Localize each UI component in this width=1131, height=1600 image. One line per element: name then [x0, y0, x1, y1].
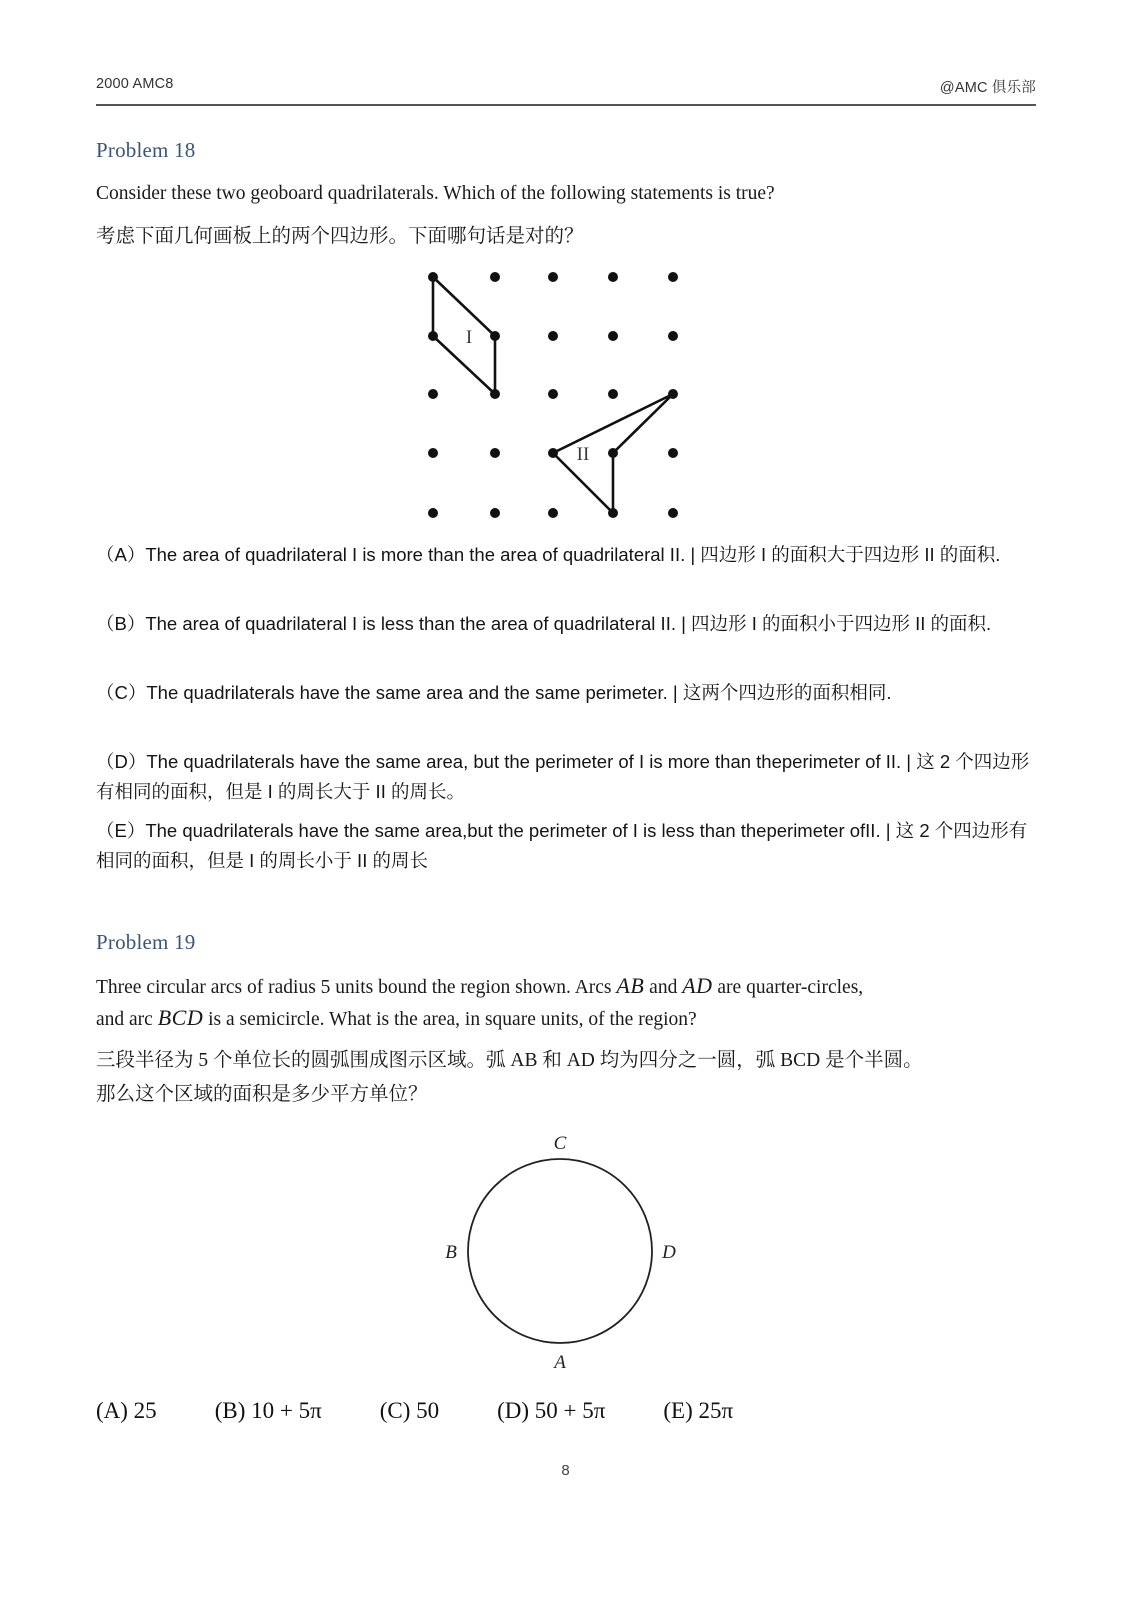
- problem-19-choice-e[interactable]: (E) 25π: [663, 1398, 734, 1423]
- p19-q-text-3: are quarter-circles,: [712, 977, 864, 998]
- p19-arc-ad: AD: [682, 973, 713, 998]
- arc-ab-quarter-circle: [468, 1251, 560, 1343]
- p19-arc-ab: AB: [616, 973, 645, 998]
- arc-bcd-semicircle: [468, 1159, 652, 1251]
- geoboard-svg: [410, 255, 710, 535]
- problem-19-choice-a[interactable]: (A) 25: [96, 1398, 157, 1423]
- point-d-label: D: [662, 1242, 676, 1263]
- p19-q-line2-text-2: is a semicircle. What is the area, in square units, of the region?: [203, 1009, 697, 1030]
- problem-19-question-en: [96, 971, 1036, 1035]
- problem-18-question-en: Consider these two geoboard quadrilaterals. Which of the following statements is true?: [96, 183, 775, 204]
- quadrilateral-II-label: II: [576, 444, 590, 465]
- problem-18-choice-c[interactable]: （C）The quadrilaterals have the same area and the same perimeter. | 这两个四边形的面积相同.: [96, 682, 892, 703]
- header-divider: [96, 104, 1036, 106]
- problem-18-question-cn: 考虑下面几何画板上的两个四边形。下面哪句话是对的？: [96, 226, 584, 247]
- header-left-text: 2000 AMC8: [96, 76, 174, 92]
- p19-q-line2-text-1: and arc: [96, 1009, 158, 1030]
- problem-19-choice-c[interactable]: (C) 50: [379, 1398, 440, 1423]
- header-right-text: @AMC 俱乐部: [939, 80, 1036, 96]
- page-header: [96, 76, 1036, 106]
- problem-18-choice-e[interactable]: （E）The quadrilaterals have the same area,but the perimeter of I is less than theperimeter ofII. | 这 2 个四边形有相同的面积，但是 I 的周长小于 II 的周长: [96, 820, 1028, 871]
- three-arcs-svg: [420, 1125, 710, 1375]
- problem-19-question-cn-line1: 三段半径为 5 个单位长的圆弧围成图示区域。弧 AB 和 AD 均为四分之一圆，弧 BCD 是个半圆。: [96, 1050, 923, 1071]
- p19-q-text-2: and: [644, 977, 683, 998]
- problem-19-choices: [96, 1398, 1036, 1424]
- problem-19-choice-d[interactable]: (D) 50 + 5π: [497, 1398, 606, 1423]
- problem-19-choice-b[interactable]: (B) 10 + 5π: [214, 1398, 322, 1423]
- point-a-label: A: [554, 1352, 566, 1373]
- p19-arc-bcd: BCD: [157, 1005, 204, 1030]
- quadrilateral-II-shape: [553, 394, 673, 513]
- problem-18-choice-d[interactable]: （D）The quadrilaterals have the same area, but the perimeter of I is more than theperimeter of II. | 这 2 个四边形有相同的面积，但是 I 的周长大于 II 的周长。: [96, 751, 1030, 802]
- problem-18-choice-a[interactable]: （A）The area of quadrilateral I is more than the area of quadrilateral II. | 四边形 I 的面积大于四边形 II 的面积.: [96, 544, 1001, 565]
- arc-ad-quarter-circle: [560, 1251, 652, 1343]
- page-number: 8: [561, 1462, 570, 1479]
- point-b-label: B: [445, 1242, 457, 1263]
- three-arcs-region-figure: [420, 1125, 710, 1380]
- problem-19-question-cn-line2: 那么这个区域的面积是多少平方单位？: [96, 1084, 428, 1105]
- problem-18-choice-b[interactable]: （B）The area of quadrilateral I is less than the area of quadrilateral II. | 四边形 I 的面积小于四边形 II 的面积.: [96, 613, 992, 634]
- p19-q-text-1: Three circular arcs of radius 5 units bound the region shown. Arcs: [96, 977, 617, 998]
- problem-19-title: Problem 19: [96, 930, 196, 954]
- quadrilateral-I-label: I: [465, 327, 473, 348]
- quadrilateral-I-shape: [433, 277, 495, 394]
- geoboard-figure: [410, 255, 710, 540]
- problem-18-title: Problem 18: [96, 138, 196, 162]
- point-c-label: C: [553, 1133, 567, 1154]
